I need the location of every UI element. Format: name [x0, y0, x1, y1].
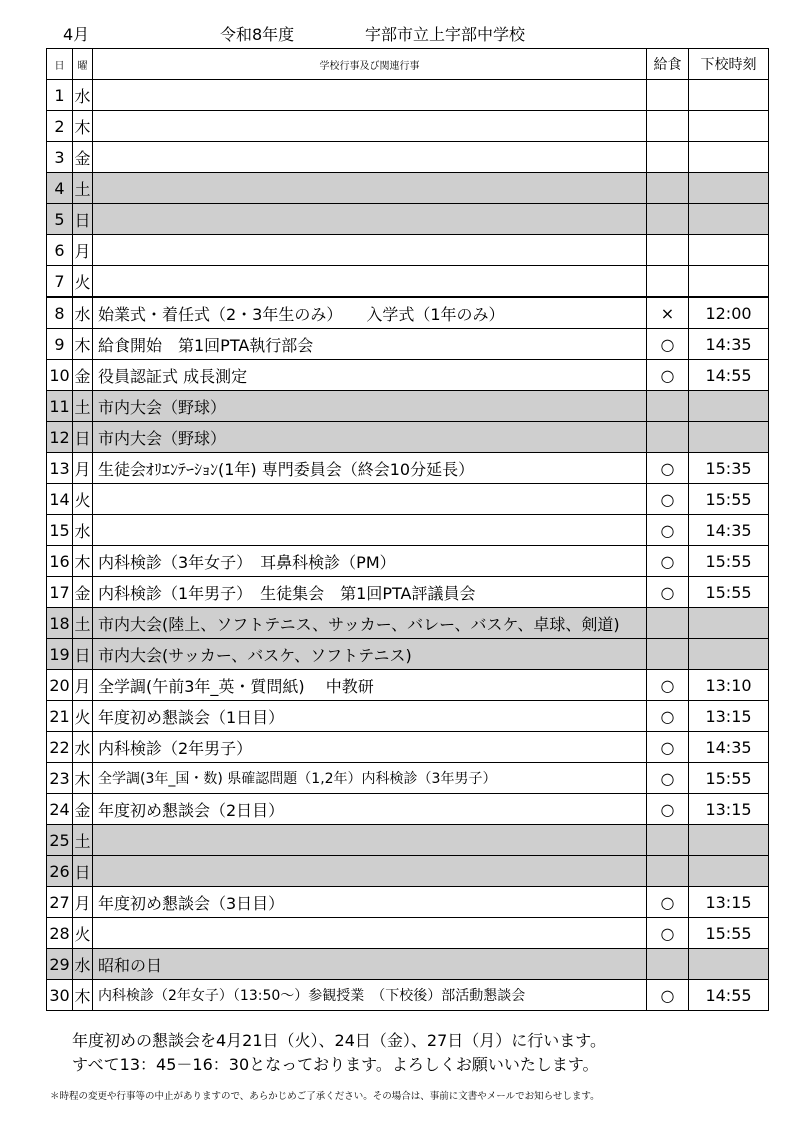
day-cell: 9	[47, 329, 73, 360]
weekday-cell: 木	[73, 329, 93, 360]
table-row	[47, 173, 769, 204]
day-cell: 3	[47, 142, 73, 173]
table-row	[47, 422, 769, 453]
notice	[72, 1029, 606, 1077]
dismissal-time-cell: 14:55	[689, 980, 769, 1011]
dismissal-time-cell	[689, 204, 769, 235]
event-cell	[93, 515, 647, 546]
lunch-cell: ○	[647, 732, 689, 763]
dismissal-time-cell	[689, 856, 769, 887]
lunch-cell: ○	[647, 453, 689, 484]
weekday-cell: 土	[73, 173, 93, 204]
lunch-cell	[647, 608, 689, 639]
day-cell: 20	[47, 670, 73, 701]
weekday-cell: 月	[73, 235, 93, 266]
event-cell	[93, 918, 647, 949]
weekday-cell: 金	[73, 794, 93, 825]
table-row	[47, 546, 769, 577]
table-row	[47, 360, 769, 391]
column-header-dismissal: 下校時刻	[689, 49, 769, 80]
day-cell: 25	[47, 825, 73, 856]
lunch-cell: ○	[647, 670, 689, 701]
day-cell: 10	[47, 360, 73, 391]
event-cell: 年度初め懇談会（3日目）	[93, 887, 647, 918]
table-row	[47, 329, 769, 360]
lunch-cell	[647, 173, 689, 204]
lunch-cell: ○	[647, 980, 689, 1011]
dismissal-time-cell	[689, 391, 769, 422]
weekday-cell: 水	[73, 732, 93, 763]
day-cell: 4	[47, 173, 73, 204]
dismissal-time-cell	[689, 142, 769, 173]
table-row	[47, 577, 769, 608]
lunch-cell	[647, 422, 689, 453]
weekday-cell: 月	[73, 670, 93, 701]
event-cell: 内科検診（1年男子） 生徒集会 第1回PTA評議員会	[93, 577, 647, 608]
day-cell: 13	[47, 453, 73, 484]
day-cell: 26	[47, 856, 73, 887]
lunch-cell	[647, 111, 689, 142]
weekday-cell: 木	[73, 546, 93, 577]
table-row	[47, 918, 769, 949]
event-cell: 役員認証式 成長測定	[93, 360, 647, 391]
table-row	[47, 856, 769, 887]
event-cell: 昭和の日	[93, 949, 647, 980]
weekday-cell: 日	[73, 639, 93, 670]
lunch-cell: ○	[647, 794, 689, 825]
day-cell: 21	[47, 701, 73, 732]
lunch-cell: ○	[647, 515, 689, 546]
dismissal-time-cell	[689, 639, 769, 670]
table-row	[47, 515, 769, 546]
dismissal-time-cell: 15:55	[689, 484, 769, 515]
day-cell: 19	[47, 639, 73, 670]
schedule-table	[46, 48, 769, 1011]
table-row	[47, 204, 769, 235]
lunch-cell	[647, 391, 689, 422]
weekday-cell: 日	[73, 856, 93, 887]
day-cell: 18	[47, 608, 73, 639]
dismissal-time-cell	[689, 266, 769, 298]
day-cell: 23	[47, 763, 73, 794]
lunch-cell	[647, 266, 689, 298]
lunch-cell: ○	[647, 701, 689, 732]
event-cell	[93, 266, 647, 298]
column-header-events: 学校行事及び関連行事	[93, 49, 647, 80]
weekday-cell: 水	[73, 515, 93, 546]
footnote: ＊時程の変更や行事等の中止がありますので、あらかじめご了承ください。その場合は、事前に文書やメールでお知らせします。	[50, 1091, 600, 1102]
weekday-cell: 日	[73, 422, 93, 453]
dismissal-time-cell: 14:35	[689, 732, 769, 763]
weekday-cell: 木	[73, 980, 93, 1011]
dismissal-time-cell	[689, 235, 769, 266]
event-cell: 市内大会(陸上、ソフトテニス、サッカー、バレー、バスケ、卓球、剣道)	[93, 608, 647, 639]
weekday-cell: 火	[73, 266, 93, 298]
day-cell: 1	[47, 80, 73, 111]
event-cell	[93, 204, 647, 235]
day-cell: 22	[47, 732, 73, 763]
lunch-cell: ○	[647, 360, 689, 391]
weekday-cell: 火	[73, 918, 93, 949]
table-row	[47, 391, 769, 422]
event-cell: 市内大会(サッカー、バスケ、ソフトテニス)	[93, 639, 647, 670]
table-row	[47, 266, 769, 298]
day-cell: 17	[47, 577, 73, 608]
column-header-day: 日	[47, 49, 73, 80]
table-row	[47, 732, 769, 763]
lunch-cell: ○	[647, 887, 689, 918]
dismissal-time-cell: 13:15	[689, 794, 769, 825]
dismissal-time-cell	[689, 80, 769, 111]
dismissal-time-cell: 14:35	[689, 515, 769, 546]
table-row	[47, 111, 769, 142]
event-cell: 内科検診（2年女子）（13:50～）参観授業 （下校後）部活動懇談会	[93, 980, 647, 1011]
day-cell: 7	[47, 266, 73, 298]
weekday-cell: 火	[73, 701, 93, 732]
day-cell: 28	[47, 918, 73, 949]
dismissal-time-cell: 13:10	[689, 670, 769, 701]
dismissal-time-cell: 15:55	[689, 546, 769, 577]
lunch-cell	[647, 204, 689, 235]
day-cell: 24	[47, 794, 73, 825]
dismissal-time-cell: 13:15	[689, 701, 769, 732]
weekday-cell: 日	[73, 204, 93, 235]
table-row	[47, 887, 769, 918]
weekday-cell: 木	[73, 111, 93, 142]
dismissal-time-cell	[689, 173, 769, 204]
lunch-cell	[647, 142, 689, 173]
day-cell: 5	[47, 204, 73, 235]
dismissal-time-cell: 12:00	[689, 297, 769, 329]
table-row	[47, 484, 769, 515]
event-cell: 全学調(3年_国・数) 県確認問題（1,2年）内科検診（3年男子）	[93, 763, 647, 794]
table-row	[47, 80, 769, 111]
event-cell	[93, 856, 647, 887]
dismissal-time-cell	[689, 111, 769, 142]
day-cell: 16	[47, 546, 73, 577]
table-row	[47, 453, 769, 484]
dismissal-time-cell	[689, 422, 769, 453]
day-cell: 6	[47, 235, 73, 266]
table-row	[47, 670, 769, 701]
table-row	[47, 235, 769, 266]
weekday-cell: 土	[73, 825, 93, 856]
column-header-lunch: 給食	[647, 49, 689, 80]
lunch-cell	[647, 80, 689, 111]
weekday-cell: 水	[73, 80, 93, 111]
event-cell: 給食開始 第1回PTA執行部会	[93, 329, 647, 360]
dismissal-time-cell: 13:15	[689, 887, 769, 918]
weekday-cell: 月	[73, 887, 93, 918]
table-header-row	[47, 49, 769, 80]
notice-line: すべて13：45－16：30となっております。よろしくお願いいたします。	[72, 1055, 599, 1074]
dismissal-time-cell: 14:55	[689, 360, 769, 391]
lunch-cell: ○	[647, 546, 689, 577]
lunch-cell	[647, 856, 689, 887]
event-cell: 年度初め懇談会（2日目）	[93, 794, 647, 825]
day-cell: 2	[47, 111, 73, 142]
column-header-weekday: 曜	[73, 49, 93, 80]
event-cell: 生徒会ｵﾘｴﾝﾃｰｼｮﾝ(1年) 専門委員会（終会10分延長）	[93, 453, 647, 484]
lunch-cell: ○	[647, 329, 689, 360]
table-row	[47, 142, 769, 173]
month-label: 4月	[63, 25, 90, 44]
weekday-cell: 水	[73, 297, 93, 329]
table-row	[47, 608, 769, 639]
dismissal-time-cell	[689, 608, 769, 639]
page-header	[55, 20, 755, 44]
event-cell	[93, 111, 647, 142]
dismissal-time-cell: 15:55	[689, 918, 769, 949]
weekday-cell: 土	[73, 391, 93, 422]
weekday-cell: 金	[73, 142, 93, 173]
event-cell	[93, 235, 647, 266]
event-cell: 年度初め懇談会（1日目）	[93, 701, 647, 732]
table-row	[47, 949, 769, 980]
weekday-cell: 金	[73, 360, 93, 391]
weekday-cell: 火	[73, 484, 93, 515]
lunch-cell	[647, 235, 689, 266]
dismissal-time-cell: 15:55	[689, 577, 769, 608]
day-cell: 14	[47, 484, 73, 515]
weekday-cell: 土	[73, 608, 93, 639]
event-cell	[93, 173, 647, 204]
lunch-cell: ×	[647, 297, 689, 329]
notice-line: 年度初めの懇談会を4月21日（火）、24日（金）、27日（月）に行います。	[72, 1031, 606, 1050]
table-row	[47, 980, 769, 1011]
day-cell: 29	[47, 949, 73, 980]
dismissal-time-cell	[689, 949, 769, 980]
event-cell: 市内大会（野球）	[93, 422, 647, 453]
event-cell	[93, 142, 647, 173]
event-cell: 始業式・着任式（2・3年生のみ） 入学式（1年のみ）	[93, 297, 647, 329]
weekday-cell: 水	[73, 949, 93, 980]
day-cell: 15	[47, 515, 73, 546]
school-name: 宇部市立上宇部中学校	[365, 25, 526, 44]
event-cell	[93, 484, 647, 515]
day-cell: 27	[47, 887, 73, 918]
lunch-cell	[647, 639, 689, 670]
event-cell	[93, 825, 647, 856]
dismissal-time-cell: 15:55	[689, 763, 769, 794]
event-cell: 市内大会（野球）	[93, 391, 647, 422]
table-row	[47, 794, 769, 825]
table-row	[47, 825, 769, 856]
dismissal-time-cell: 15:35	[689, 453, 769, 484]
dismissal-time-cell: 14:35	[689, 329, 769, 360]
dismissal-time-cell	[689, 825, 769, 856]
day-cell: 8	[47, 297, 73, 329]
day-cell: 30	[47, 980, 73, 1011]
day-cell: 11	[47, 391, 73, 422]
weekday-cell: 月	[73, 453, 93, 484]
day-cell: 12	[47, 422, 73, 453]
lunch-cell: ○	[647, 484, 689, 515]
table-row	[47, 297, 769, 329]
lunch-cell: ○	[647, 918, 689, 949]
lunch-cell	[647, 825, 689, 856]
weekday-cell: 金	[73, 577, 93, 608]
weekday-cell: 木	[73, 763, 93, 794]
lunch-cell	[647, 949, 689, 980]
table-row	[47, 639, 769, 670]
lunch-cell: ○	[647, 763, 689, 794]
event-cell: 内科検診（2年男子）	[93, 732, 647, 763]
table-row	[47, 701, 769, 732]
lunch-cell: ○	[647, 577, 689, 608]
table-row	[47, 763, 769, 794]
event-cell: 全学調(午前3年_英・質問紙) 中教研	[93, 670, 647, 701]
event-cell	[93, 80, 647, 111]
fiscal-year-title: 令和8年度	[220, 25, 295, 44]
event-cell: 内科検診（3年女子） 耳鼻科検診（PM）	[93, 546, 647, 577]
